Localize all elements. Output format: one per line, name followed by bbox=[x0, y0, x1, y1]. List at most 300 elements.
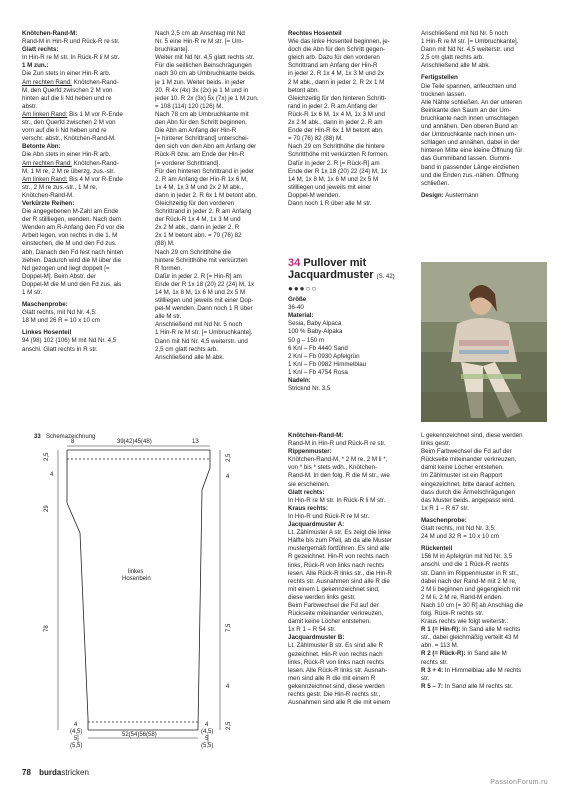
text-line bbox=[421, 46, 547, 54]
text-span: Nach 29 cm Schritthöhe die bbox=[155, 248, 232, 256]
text-span: Glatt rechts: bbox=[22, 46, 59, 54]
text-line bbox=[155, 160, 279, 168]
text-span: [= hinterer Schrittrand] unterschei- bbox=[155, 135, 249, 143]
text-line bbox=[288, 602, 412, 610]
text-line bbox=[22, 265, 146, 273]
column-2 bbox=[155, 30, 279, 362]
text-line bbox=[22, 135, 146, 143]
text-line bbox=[155, 265, 279, 273]
text-line bbox=[22, 79, 146, 87]
text-span: Schrittrand in jeder 2. R am Anfang bbox=[155, 208, 252, 216]
text-span: mustergemäß fortführen. Es sind alle bbox=[288, 545, 390, 553]
text-span: Knötchen-Rand-M, * 2 M re, 2 M li *, bbox=[288, 456, 388, 464]
text-span: Maschenprobe: bbox=[421, 516, 467, 524]
text-span: 14 M, 1x 8 M, 1x 6 M und 2x 5 M bbox=[288, 175, 379, 183]
text-span: 1 Hin-R re M str. [= Umbruchkante]. bbox=[421, 38, 519, 46]
text-line bbox=[288, 151, 412, 159]
text-line bbox=[155, 338, 279, 346]
text-line bbox=[288, 54, 412, 62]
text-line bbox=[421, 578, 547, 586]
diagram-number: 33 bbox=[34, 434, 41, 440]
text-span: Nach 78 cm ab Umbruchkante mit bbox=[155, 110, 249, 118]
text-line bbox=[22, 281, 146, 289]
text-line bbox=[421, 432, 547, 440]
dim-right-4a: 4 bbox=[226, 474, 230, 480]
text-line bbox=[155, 87, 279, 95]
text-span: str. Dann im Rippenmuster in R str., bbox=[421, 569, 519, 577]
pattern-34-header bbox=[288, 257, 412, 393]
text-span: Für die seitlichen Beinschrägungen bbox=[155, 62, 252, 70]
text-line bbox=[288, 70, 412, 78]
text-span: 36-40 bbox=[288, 304, 304, 312]
text-span: 2 M abk., dann in jeder 2. R 2x 1 M bbox=[288, 78, 385, 86]
text-line bbox=[155, 143, 279, 151]
text-span: Nach 2,5 cm ab Anschlag mit Nd bbox=[155, 30, 245, 37]
text-line bbox=[22, 184, 146, 192]
text-span: Am linken Rand: bbox=[22, 175, 68, 183]
text-span: schließen. bbox=[421, 179, 450, 187]
text-line bbox=[288, 176, 412, 184]
text-span: R 1 (= Hin-R): bbox=[421, 626, 461, 634]
text-line bbox=[155, 329, 279, 337]
text-span: sie erscheinen. bbox=[288, 480, 330, 488]
text-span: abn. = 113 M. bbox=[421, 642, 459, 650]
text-span: Rand-M in Hin-R und Rück-R re str. bbox=[22, 38, 120, 46]
text-span: rand in jeder 2. R am Anfang der bbox=[288, 102, 378, 110]
text-line bbox=[421, 62, 547, 70]
text-line bbox=[22, 62, 146, 70]
text-span: jeder 10. R 2x (3x) 5x (7x) je 1 M zun. bbox=[155, 94, 259, 102]
text-line bbox=[155, 232, 279, 240]
text-span: 1 Knl – Fb 0982 Himmelblau bbox=[288, 360, 367, 368]
text-line bbox=[155, 168, 279, 176]
pattern-title-line2: Jacquardmuster bbox=[288, 269, 374, 281]
text-line bbox=[155, 184, 279, 192]
text-line bbox=[421, 481, 547, 489]
dim-top-right: 13 bbox=[192, 439, 199, 445]
text-line bbox=[288, 586, 412, 594]
text-line bbox=[288, 675, 412, 683]
text-span: pel-M wenden. Dann noch 1 R über bbox=[155, 305, 253, 313]
text-span: einstechen, die M und den Fd zus. bbox=[22, 240, 117, 248]
text-span: Rippenmuster: bbox=[288, 448, 332, 456]
text-span: Nd gezogen und liegt doppelt [= bbox=[22, 264, 110, 272]
text-line bbox=[155, 119, 279, 127]
text-span: gleich arb. Dazu für den vorderen bbox=[288, 54, 380, 62]
text-line bbox=[22, 111, 146, 119]
text-span: schlagen und annähen, dabei in der bbox=[421, 139, 520, 147]
text-span: der R stillliegen, wenden. Nach dem bbox=[22, 216, 122, 224]
text-line bbox=[155, 135, 279, 143]
text-span: Weiter mit Nd Nr. 4,5 glatt rechts str. bbox=[155, 54, 255, 62]
text-span: 24 M und 32 R = 10 x 10 cm bbox=[421, 533, 499, 541]
text-span: diese werden links gestr. bbox=[288, 593, 356, 601]
text-line bbox=[155, 95, 279, 103]
column-3 bbox=[288, 30, 412, 208]
text-span: und annähen. Den oberen Bund an bbox=[421, 123, 518, 131]
text-line bbox=[421, 147, 547, 155]
text-line bbox=[421, 155, 547, 163]
text-span: Beim Farbwechsel die Fd auf der bbox=[288, 601, 379, 609]
text-span: doch die Abn für den Schritt gegen- bbox=[288, 46, 386, 54]
text-line bbox=[288, 618, 412, 626]
text-line bbox=[421, 448, 547, 456]
text-span: hintere Schritthöhe mit verkürzten bbox=[155, 256, 248, 264]
text-line bbox=[22, 143, 146, 151]
pattern-specs bbox=[288, 296, 412, 393]
difficulty-dots: ●●●○○ bbox=[288, 284, 318, 293]
text-line bbox=[288, 667, 412, 675]
text-span: Knötchen-Rand-M: bbox=[288, 432, 344, 439]
text-span: Betonte Abn: bbox=[22, 143, 61, 151]
text-line bbox=[155, 208, 279, 216]
text-line bbox=[288, 489, 412, 497]
text-line bbox=[421, 99, 547, 107]
text-line bbox=[288, 691, 412, 699]
text-line bbox=[22, 273, 146, 281]
text-line bbox=[155, 281, 279, 289]
text-span: Lt. Zählmuster A str. Es zeigt die linke bbox=[288, 529, 391, 537]
text-span: Arbeit legen, von rechts in die 1. M bbox=[22, 232, 118, 240]
text-span: rechts str. bbox=[421, 658, 448, 666]
text-line bbox=[421, 570, 547, 578]
text-line bbox=[421, 131, 547, 139]
text-span: dass durch die Ärmelschrägungen bbox=[421, 488, 515, 496]
text-line bbox=[22, 127, 146, 135]
text-line bbox=[155, 38, 279, 46]
text-line bbox=[288, 184, 412, 192]
text-span: Dafür in jeder 2. R [= Rück-R] am bbox=[288, 159, 380, 167]
text-line bbox=[155, 151, 279, 159]
text-span: Am rechten Rand: bbox=[22, 159, 72, 167]
text-span: 1 M str. bbox=[22, 289, 43, 296]
text-line bbox=[421, 586, 547, 594]
text-line bbox=[421, 517, 547, 525]
text-span: Am linken Rand: bbox=[22, 110, 68, 118]
text-line bbox=[421, 683, 547, 691]
pattern-page-ref: (S. 42) bbox=[376, 274, 395, 280]
dim-left-4: 4 bbox=[50, 472, 54, 478]
text-span: 18 M und 26 R = 10 x 10 cm bbox=[22, 317, 100, 325]
text-span: Anschließend alle M abk. bbox=[155, 353, 225, 361]
text-span: Nadeln: bbox=[288, 377, 311, 385]
text-line bbox=[288, 192, 412, 200]
text-span: der Umbruchkante nach innen um- bbox=[421, 131, 517, 139]
pattern-outline bbox=[67, 450, 210, 730]
text-span: 6 Knl – Fb 4440 Sand bbox=[288, 344, 348, 352]
text-span: M, den Querfd zwischen 2 M von bbox=[22, 86, 113, 94]
text-line bbox=[22, 87, 146, 95]
text-line bbox=[421, 497, 547, 505]
text-span: gekennzeichnet sind, diese werden bbox=[288, 682, 385, 690]
text-span: Anschließend mit Nd Nr. 5 noch bbox=[421, 30, 509, 37]
text-line bbox=[155, 54, 279, 62]
dim-left-25: 2,5 bbox=[44, 452, 50, 461]
text-line bbox=[155, 216, 279, 224]
text-line bbox=[421, 74, 547, 82]
text-span: Im Zählmuster ist ein Rapport bbox=[421, 472, 503, 480]
text-span: folg. Rück-R rechts str. bbox=[421, 609, 484, 617]
text-line bbox=[288, 200, 412, 208]
text-span: links, Rück-R von links nach rechts bbox=[288, 561, 384, 569]
text-span: Doppel-M]. Beim Abstr. der bbox=[22, 272, 96, 280]
text-span: abh. Danach den Fd fest nach hinten bbox=[22, 248, 124, 256]
text-line bbox=[288, 46, 412, 54]
dim-bottom-left-3: 5 bbox=[74, 736, 78, 742]
text-span: 1 Knl – Fb 4754 Rosa bbox=[288, 368, 348, 376]
text-span: der Rück-R 1x 4 M, 1x 3 M und bbox=[155, 216, 241, 224]
text-line bbox=[155, 176, 279, 184]
text-span: Am rechten Rand: bbox=[22, 78, 72, 86]
text-span: Ende der R 1x 18 (20) 22 (24) M, 1x bbox=[155, 280, 255, 288]
text-span: bruchkante]. bbox=[155, 46, 190, 54]
text-line bbox=[288, 143, 412, 151]
text-line bbox=[421, 164, 547, 172]
text-line bbox=[421, 38, 547, 46]
text-line bbox=[288, 337, 412, 345]
dim-bottom-left-1: 4 bbox=[74, 722, 78, 728]
dim-bottom-mid: 52(54)56(58) bbox=[122, 732, 157, 738]
text-span: Dafür in jeder 2. R [= Hin-R] am bbox=[155, 272, 242, 280]
text-span: R 3 + 4: bbox=[421, 666, 444, 674]
text-line bbox=[155, 103, 279, 111]
text-span: 50 g – 150 m bbox=[288, 336, 325, 344]
text-line bbox=[288, 30, 412, 38]
text-span: das Muster beids. angepasst wird. bbox=[421, 496, 515, 504]
text-line bbox=[22, 317, 146, 325]
text-span: Doppel-M wenden. bbox=[288, 191, 340, 199]
text-span: Rechtes Hosenteil bbox=[288, 30, 342, 37]
text-line bbox=[155, 240, 279, 248]
text-line bbox=[288, 642, 412, 650]
text-line bbox=[288, 320, 412, 328]
text-span: dann in jeder 2. R 6x 1 M betont abn. bbox=[155, 191, 257, 199]
text-line bbox=[155, 30, 279, 38]
text-span: damit keine Löcher entstehen. bbox=[421, 464, 504, 472]
text-span: Linkes Hosenteil bbox=[22, 329, 72, 337]
text-span: 20. R 4x (4x) 3x (2x) je 1 M und in bbox=[155, 86, 249, 94]
text-span: Gleichzeitig für den vorderen bbox=[155, 199, 235, 207]
text-span: vorn auf die li Nd heben und re bbox=[22, 127, 107, 135]
pattern-title-line1: Pullover mit bbox=[303, 257, 367, 269]
text-line bbox=[421, 440, 547, 448]
text-span: Fertigstellen bbox=[421, 74, 458, 82]
text-span: In Sand alle M rechts str. bbox=[443, 682, 513, 690]
text-span: anschl. und die 1 Rück-R rechts bbox=[421, 561, 509, 569]
text-span: str., dabei gleichmäßig verteilt 43 M bbox=[421, 634, 519, 642]
text-span: Die Abn stets in einer Hin-R arb. bbox=[22, 151, 111, 159]
text-span: eingezeichnet, bitte darauf achten, bbox=[421, 480, 516, 488]
text-line bbox=[421, 533, 547, 541]
text-span: 1 Hin-R re M str. [= Umbruchkante]. bbox=[155, 329, 253, 337]
text-span: den Abn für den Schritt beginnen. bbox=[155, 119, 247, 127]
text-span: gezeichnet. Hin-R von rechts nach bbox=[288, 650, 383, 658]
text-span: Nach 10 cm [= 30 R] ab Anschlag die bbox=[421, 601, 523, 609]
text-line bbox=[421, 464, 547, 472]
text-line bbox=[288, 296, 412, 304]
text-line bbox=[288, 529, 412, 537]
text-span: ziehen. Dadurch wird die M über die bbox=[22, 256, 122, 264]
text-line bbox=[288, 353, 412, 361]
text-span: In Sand alle M bbox=[465, 650, 507, 658]
text-line bbox=[155, 224, 279, 232]
text-line bbox=[421, 91, 547, 99]
text-span: 2x 1 M betont abn. = 70 (76) 82 bbox=[155, 232, 242, 240]
text-span: Hälfte bis zum Pfeil, ab da alle Muster bbox=[288, 537, 392, 545]
text-span: str., 2 M re zus.-str., 1 M re, bbox=[22, 183, 98, 191]
text-span: 2 M li, 2 M re, Rand-M enden. bbox=[421, 593, 503, 601]
dim-bottom-left-4: (5,5) bbox=[70, 743, 83, 749]
text-span: Knötchen-Rand- bbox=[71, 78, 119, 86]
dim-top-left: 8 bbox=[71, 439, 75, 445]
text-line bbox=[421, 456, 547, 464]
text-line bbox=[155, 346, 279, 354]
text-span: in jeder 2. R 1x 4 M, 1x 3 M und 2x bbox=[288, 70, 384, 78]
text-span: R formen. bbox=[155, 264, 183, 272]
text-span: 2x 2 M abk., dann in jeder 2. R am bbox=[288, 119, 383, 127]
text-span: Maschenprobe: bbox=[22, 301, 68, 309]
dim-right-4b: 4 bbox=[226, 684, 230, 690]
text-line bbox=[155, 70, 279, 78]
text-line bbox=[22, 216, 146, 224]
text-line bbox=[22, 346, 146, 354]
text-line bbox=[155, 111, 279, 119]
text-span: Dann mit Nd Nr. 4,5 weiterstr. und bbox=[421, 46, 514, 54]
text-span: = 70 (76) 82 (88) M. bbox=[288, 135, 343, 143]
text-line bbox=[22, 337, 146, 345]
text-line bbox=[288, 481, 412, 489]
text-line bbox=[22, 54, 146, 62]
text-span: 14 M, 1x 8 M, 1x 6 M und 2x 5 M bbox=[155, 289, 246, 296]
text-span: Beinkante den Saum an der Um- bbox=[421, 106, 512, 114]
text-line bbox=[288, 103, 412, 111]
text-span: Die Teile spannen, anfeuchten und bbox=[421, 82, 517, 90]
text-line bbox=[288, 464, 412, 472]
text-span: Glatt rechts, mit Nd Nr. 4,5: bbox=[22, 309, 97, 317]
text-span: stillliegen und jeweils mit einer bbox=[288, 183, 372, 191]
text-span: Alle Nähte schließen. An der unteren bbox=[421, 98, 522, 106]
dim-right-25-top: 2,5 bbox=[226, 453, 232, 462]
column-5 bbox=[288, 432, 412, 707]
text-line bbox=[155, 192, 279, 200]
text-span: Schrittrand am Anfang der Hin-R bbox=[288, 62, 378, 70]
text-span: Verkürzte Reihen: bbox=[22, 199, 75, 207]
text-line bbox=[22, 70, 146, 78]
text-span: von * bis * stets wdh., Knötchen- bbox=[288, 464, 378, 472]
text-span: Doppel-M die M und den Fd zus. als bbox=[22, 280, 122, 288]
text-span: Knötchen-Rand- bbox=[71, 159, 119, 167]
text-line bbox=[22, 208, 146, 216]
text-line bbox=[155, 289, 279, 297]
text-line bbox=[288, 62, 412, 70]
text-line bbox=[288, 369, 412, 377]
text-line bbox=[421, 675, 547, 683]
text-line bbox=[421, 180, 547, 188]
text-line bbox=[22, 95, 146, 103]
text-line bbox=[288, 79, 412, 87]
text-line bbox=[22, 289, 146, 297]
text-span: 2,5 cm glatt rechts arb. bbox=[155, 345, 218, 353]
piece-label-line2: Hosenbein bbox=[122, 576, 151, 582]
footer-brand-suffix: stricken bbox=[61, 768, 89, 777]
text-span: men sind alle R die mit einem R bbox=[288, 674, 376, 682]
text-line bbox=[288, 472, 412, 480]
text-line bbox=[22, 301, 146, 309]
text-line bbox=[288, 38, 412, 46]
text-span: Material: bbox=[288, 312, 314, 320]
text-span: = 108 (114) 120 (126) M. bbox=[155, 102, 224, 110]
watermark: PassionForum.ru bbox=[490, 779, 548, 786]
text-line bbox=[421, 545, 547, 553]
text-line bbox=[421, 192, 547, 200]
text-line bbox=[288, 594, 412, 602]
text-span: abstr. bbox=[22, 102, 38, 110]
text-span: Für den hinteren Schrittrand in jeder bbox=[155, 167, 255, 175]
text-span: Lt. Zählmuster B str. Es sind alle R bbox=[288, 642, 383, 650]
text-line bbox=[288, 456, 412, 464]
text-span: Rand-M. In den folg. R die M str., wie bbox=[288, 472, 390, 480]
text-span: Knötchen-Rand-M: bbox=[22, 30, 78, 37]
text-span: Kraus rechts wie folgt weiterstr.: bbox=[421, 618, 509, 626]
text-span: Anschließend mit Nd Nr. 5 noch bbox=[155, 321, 243, 329]
dim-bottom-left-2: (4,5) bbox=[70, 729, 83, 735]
text-line bbox=[22, 38, 146, 46]
text-line bbox=[421, 172, 547, 180]
text-line bbox=[288, 119, 412, 127]
text-span: Rückenteil bbox=[421, 545, 453, 553]
text-line bbox=[288, 87, 412, 95]
text-span: band in passender Länge einziehen bbox=[421, 163, 520, 171]
text-line bbox=[155, 79, 279, 87]
text-span: R 2 (= Rück-R): bbox=[421, 650, 466, 658]
text-span: den sich von den Abn am Anfang der bbox=[155, 143, 257, 151]
text-span: Schritthöhe mit verkürzten R formen. bbox=[288, 151, 389, 159]
text-line bbox=[155, 46, 279, 54]
text-line bbox=[22, 249, 146, 257]
text-span: links gestr. bbox=[421, 440, 451, 448]
text-span: [= vorderer Schrittrand]. bbox=[155, 159, 221, 167]
text-line bbox=[421, 123, 547, 131]
text-span: Die Abn am Anfang der Hin-R bbox=[155, 127, 237, 135]
text-line bbox=[22, 176, 146, 184]
text-span: bruchkante nach innen umschlagen bbox=[421, 114, 519, 122]
text-span: L gekennzeichnet sind, diese werden bbox=[421, 432, 523, 439]
text-span: 1x R 1 – R 67 str. bbox=[421, 504, 469, 512]
text-line bbox=[288, 562, 412, 570]
text-line bbox=[288, 328, 412, 336]
text-line bbox=[288, 361, 412, 369]
text-span: Rückseite miteinander verkreuzen, bbox=[421, 456, 517, 464]
text-span: Rückseite miteinander verkreuzen, bbox=[288, 610, 384, 618]
text-span: Ende der Hin-R 6x 1 M betont abn. bbox=[288, 127, 384, 135]
text-line bbox=[288, 135, 412, 143]
text-line bbox=[288, 626, 412, 634]
text-span: mit einem L gekennzeichnet sind, bbox=[288, 585, 380, 593]
text-span: In Hin-R re M str. In Rück-R li M str. bbox=[288, 496, 386, 504]
text-line bbox=[288, 377, 412, 385]
schematic-diagram bbox=[22, 428, 274, 753]
text-span: R 5 – 7: bbox=[421, 682, 444, 690]
text-line bbox=[155, 257, 279, 265]
text-line bbox=[22, 200, 146, 208]
text-line bbox=[288, 127, 412, 135]
text-line bbox=[22, 151, 146, 159]
text-span: Die Zun stets in einer Hin-R arb. bbox=[22, 70, 111, 78]
text-line bbox=[155, 321, 279, 329]
dim-bottom-right-1: 4 bbox=[205, 722, 209, 728]
text-line bbox=[421, 553, 547, 561]
text-line bbox=[288, 168, 412, 176]
